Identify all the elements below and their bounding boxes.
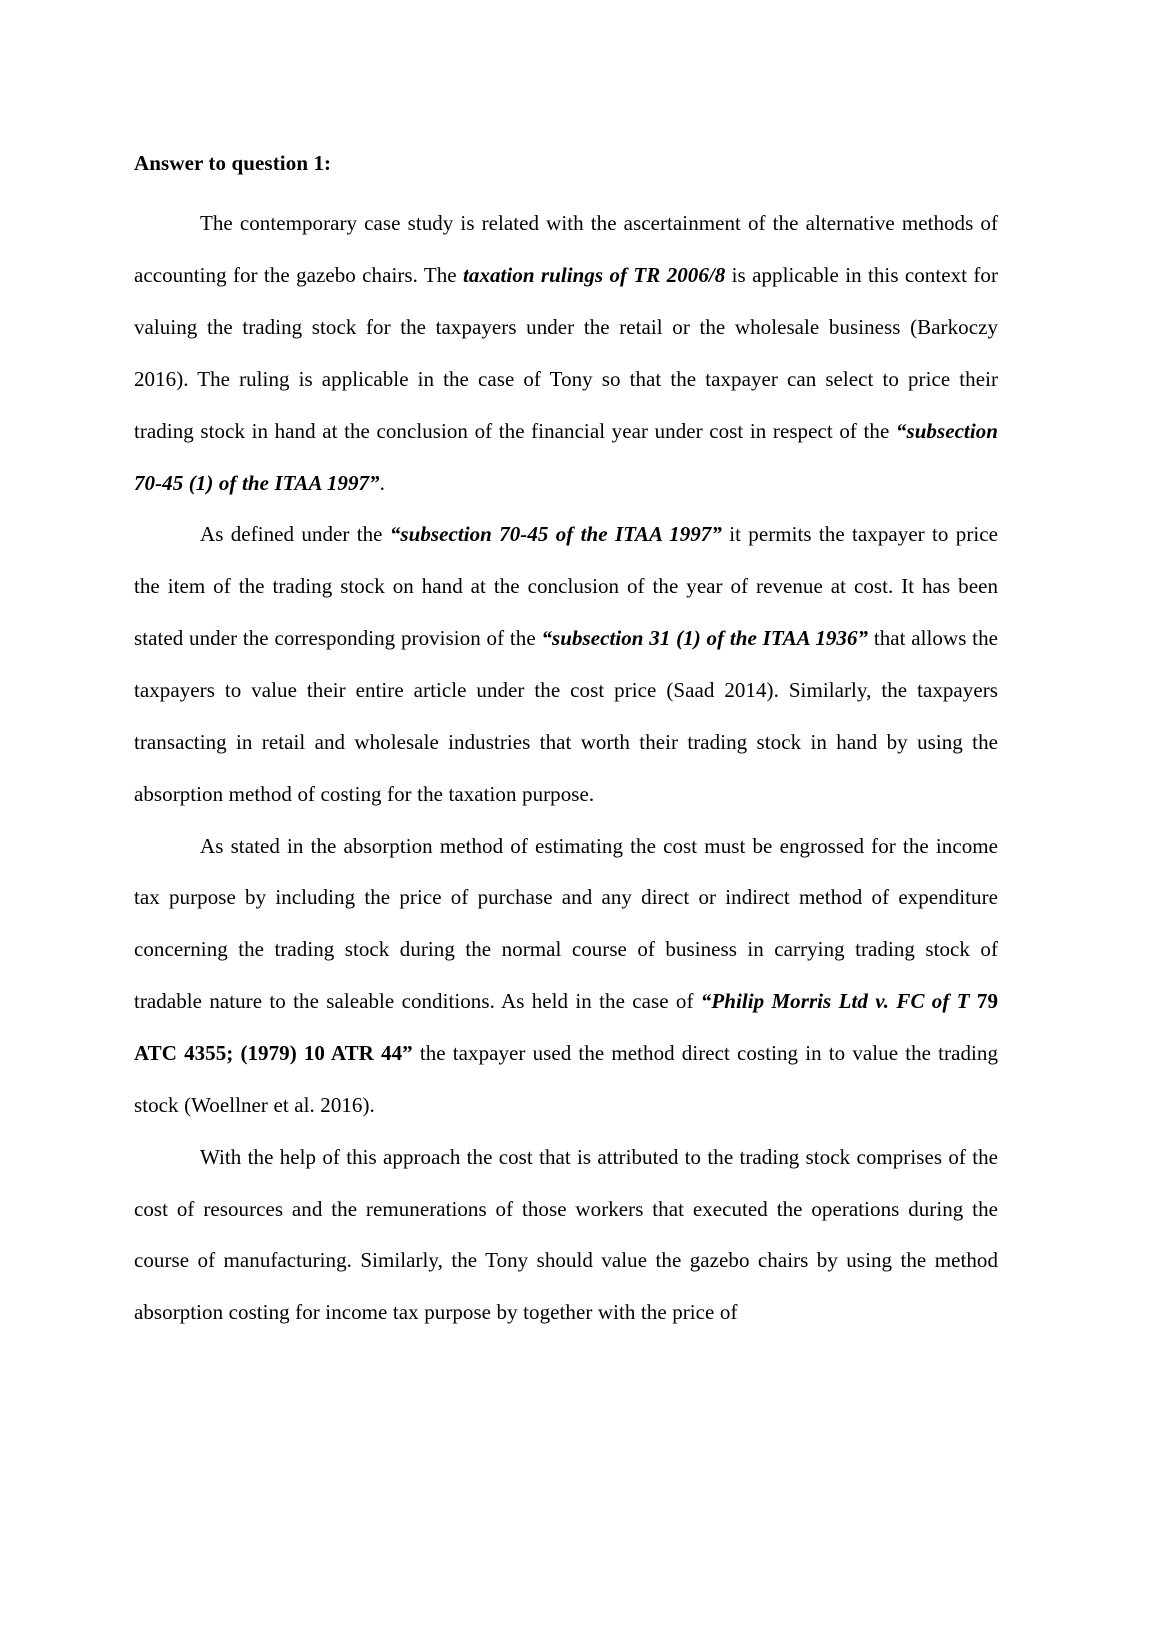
run-text: With the help of this approach the cost that is attributed to the trading stock comprises of the cost of resources and the remunerations of those workers that executed the operations during the course of manufacturing. Similarly, the Tony should value the gazebo chairs by using the method absorption costing for income tax purpose by together with the price of — [134, 1144, 998, 1325]
run-text: that allows the taxpayers to value their entire article under the cost price (Saad 2014). Similarly, the taxpayers transacting in retail and wholesale industries that worth their trading stock in hand by using the absorption method of costing for the taxation purpose. — [134, 626, 998, 806]
run-emphasis-subsection-70-45: “subsection 70-45 of the ITAA 1997” — [389, 522, 722, 547]
paragraph-2 — [134, 509, 998, 820]
run-emphasis-subsection-70-45-1: “subsection 70-45 (1) of the ITAA 1997” — [134, 418, 998, 495]
paragraph-4 — [134, 1132, 998, 1339]
run-text: the taxpayer used the method direct costing in to value the trading stock (Woellner et al. 2016). — [134, 1041, 998, 1117]
run-emphasis-case-citation: 79 ATC 4355; (1979) 10 ATR 44” — [134, 989, 998, 1065]
paragraph-3 — [134, 821, 998, 1132]
run-text: is applicable in this context for valuing the trading stock for the taxpayers under the retail or the wholesale business (Barkoczy 2016). The ruling is applicable in the case of Tony so that the taxpayer can select to price their trading stock in hand at the conclusion of the financial year under cost in respect of the — [134, 263, 999, 443]
run-emphasis-subsection-31-1: “subsection 31 (1) of the ITAA 1936” — [541, 626, 869, 651]
paragraph-1 — [134, 198, 998, 509]
run-text: As defined under the — [200, 522, 390, 547]
run-text: The contemporary case study is related with the ascertainment of the alternative methods of accounting for the gazebo chairs. The — [134, 211, 998, 288]
run-emphasis-tr-2006-8: taxation rulings of TR 2006/8 — [463, 263, 726, 288]
page-title: Answer to question 1: — [134, 151, 332, 175]
run-emphasis-case-name: “Philip Morris Ltd v. FC of T — [700, 989, 970, 1014]
run-text: . — [379, 470, 385, 495]
run-text: it permits the taxpayer to price the item of the trading stock on hand at the conclusion of the year of revenue at cost. It has been stated under the corresponding provision of the — [134, 522, 998, 651]
run-text: As stated in the absorption method of estimating the cost must be engrossed for the income tax purpose by including the price of purchase and any direct or indirect method of expenditure concerning the trading stock during the normal course of business in carrying trading stock of tradable nature to the saleable conditions. As held in the case of — [134, 833, 998, 1014]
